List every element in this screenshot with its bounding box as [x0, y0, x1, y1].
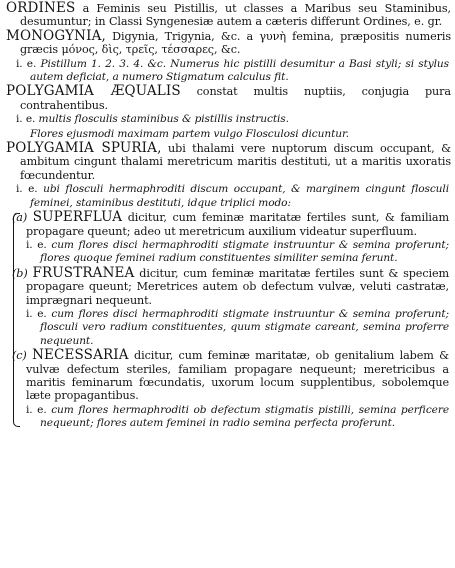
prefix-spuria-ie: i. e.: [16, 183, 38, 196]
letter-frustranea: (b): [12, 266, 28, 280]
letter-superflua: (a): [12, 211, 28, 225]
text-superflua-ie: cum flores disci hermaphroditi stigmate instruuntur & semina proferunt; flores quoque feminei radium constituentes similiter semina ferunt.: [40, 238, 449, 265]
heading-necessaria: NECESSARIA: [32, 347, 129, 364]
paragraph-aequalis-note: [6, 128, 451, 141]
paragraph-aequalis: [6, 85, 451, 112]
text-necessaria-ie: cum flores hermaphroditi ob defectum stigmatis pistilli, semina perficere nequeunt; flores autem feminei in radio semina perfecta proferunt.: [40, 403, 449, 430]
prefix-superflua-ie: i. e.: [26, 238, 47, 251]
paragraph-monogynia-ie: [6, 58, 451, 85]
text-superflua: dicitur, cum feminæ maritatæ fertiles sunt, & familiam propagare queunt; adeo ut meretricum auxilium videatur superfluum.: [26, 211, 449, 238]
text-aequalis: constat multis nuptiis, conjugia pura contrahentibus.: [20, 85, 451, 112]
paragraph-spuria: [6, 142, 451, 182]
paragraph-superflua: [6, 211, 451, 238]
text-frustranea-ie: cum flores disci hermaphroditi stigmate instruuntur & semina proferunt; flosculi vero radium constituentes, quum stigmate careant, semina proferre nequeunt.: [40, 307, 449, 347]
paragraph-necessaria: [6, 349, 451, 403]
prefix-necessaria-ie: i. e.: [26, 403, 47, 416]
prefix-monogynia-ie: i. e.: [16, 57, 37, 70]
prefix-frustranea-ie: i. e.: [26, 307, 47, 320]
text-ordines: a Feminis seu Pistillis, ut classes a Maribus seu Staminibus, desumuntur; in Classi Syngenesiæ autem a cæteris differunt Ordines, e. gr.: [20, 2, 451, 29]
paragraph-frustranea-ie: [6, 308, 451, 348]
document-page: [6, 2, 451, 432]
heading-aequalis: POLYGAMIA ÆQUALIS: [6, 83, 181, 100]
text-aequalis-note: Flores ejusmodi maximam partem vulgo Flosculosi dicuntur.: [30, 127, 350, 140]
paragraph-superflua-ie: [6, 239, 451, 266]
prefix-aequalis-ie: i. e.: [16, 113, 36, 126]
text-monogynia-ie: Pistillum 1. 2. 3. 4. &c. Numerus hic pistilli desumitur a Basi styli; si stylus autem deficiat, a numero Stigmatum calculus fit.: [30, 57, 449, 84]
paragraph-necessaria-ie: [6, 404, 451, 431]
text-frustranea: dicitur, cum feminæ maritatæ fertiles sunt & speciem propagare queunt; Meretrices autem ob defectum vulvæ, veluti castratæ, imprægnari nequeunt.: [26, 266, 450, 307]
paragraph-frustranea: [6, 264, 451, 307]
text-necessaria: dicitur, cum feminæ maritatæ, ob genitalium labem & vulvæ defectum steriles, familiam propagare nequeunt; meretricibus a maritis feminarum fœcundatis, uxorum locum supplentibus, sobolemque læte propagantibus.: [26, 349, 449, 403]
letter-necessaria: (c): [12, 349, 27, 363]
text-aequalis-ie: multis flosculis staminibus & pistillis instructis.: [38, 113, 289, 126]
heading-ordines: ORDINES: [6, 0, 76, 16]
paragraph-aequalis-ie: [6, 113, 451, 126]
paragraph-ordines: [6, 2, 451, 29]
subdivisions-group: [6, 211, 451, 431]
text-monogynia: Digynia, Trigynia, &c. a γυνὴ femina, præpositis numeris græcis μόνος, δὶς, τρεῖς, τέσσαρες, &c.: [20, 29, 451, 57]
heading-monogynia: MONOGYNIA,: [6, 27, 106, 44]
heading-superflua: SUPERFLUA: [32, 209, 123, 226]
text-spuria: ubi thalami vere nuptorum discum occupant, & ambitum cingunt thalami meretricum maritis destituti, ut a maritis uxoratis fœcundentur.: [20, 142, 451, 182]
heading-frustranea: FRUSTRANEA: [32, 264, 135, 281]
heading-spuria: POLYGAMIA SPURIA,: [6, 140, 162, 157]
paragraph-monogynia: [6, 27, 451, 57]
text-spuria-ie: ubi flosculi hermaphroditi discum occupant, & marginem cingunt flosculi feminei, staminibus destituti, idque triplici modo:: [30, 183, 449, 209]
paragraph-spuria-ie: [6, 183, 451, 210]
